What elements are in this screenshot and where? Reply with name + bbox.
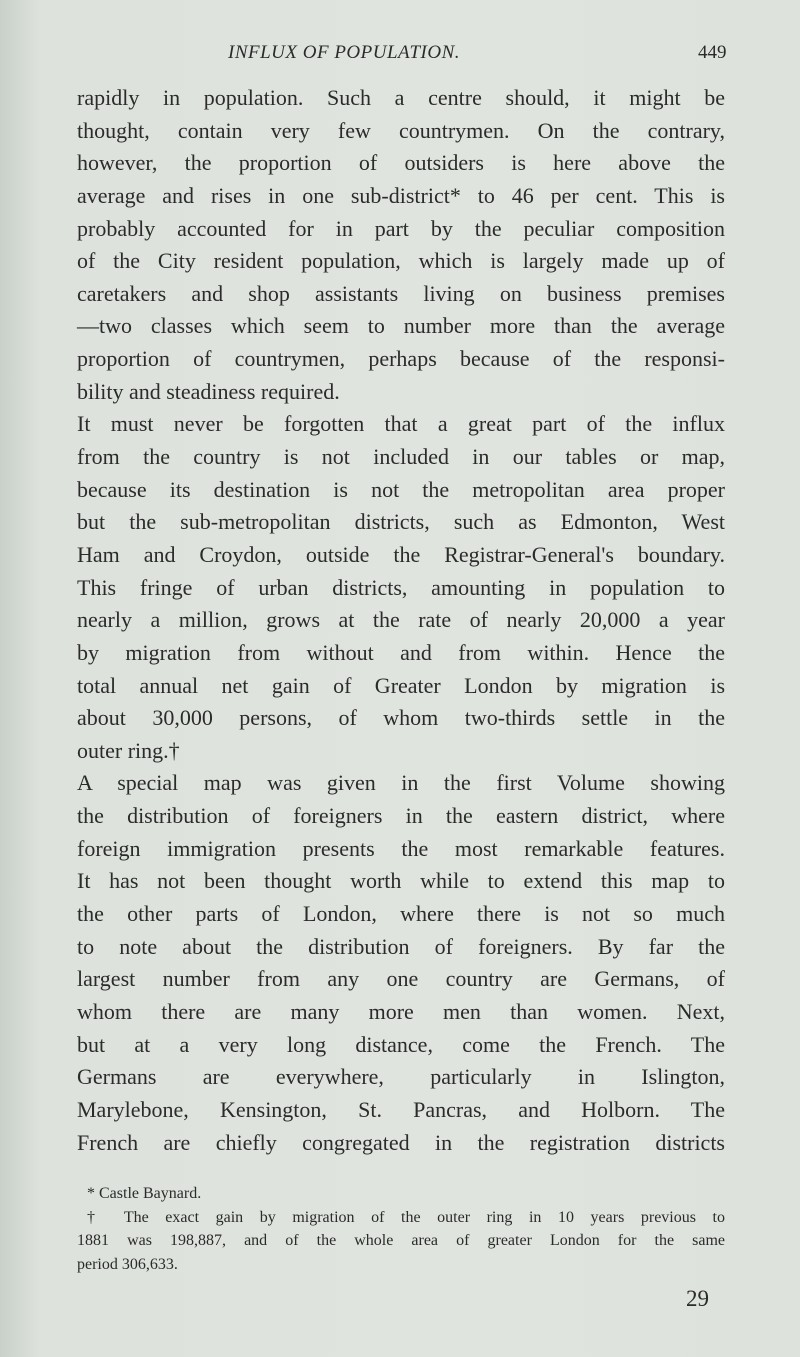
text-line — [77, 82, 725, 115]
page-folio: 449 — [698, 42, 727, 63]
text-line — [77, 376, 725, 409]
text-line — [77, 1094, 725, 1127]
text-line — [77, 670, 725, 703]
footnote-migration-line: 1881 was 198,887, and of the whole area of greater London for the same — [77, 1232, 725, 1249]
text-line — [77, 278, 725, 311]
page-header — [0, 42, 800, 72]
text-line — [77, 147, 725, 180]
text-line — [77, 213, 725, 246]
text-line — [77, 767, 725, 800]
text-line-content: A special map was given in the first Volume showing — [77, 770, 725, 796]
text-line — [77, 408, 725, 441]
text-line-content: foreign immigration presents the most remarkable features. — [77, 835, 725, 861]
running-head: INFLUX OF POPULATION. — [228, 42, 460, 63]
text-line-content: nearly a million, grows at the rate of nearly 20,000 a year — [77, 607, 725, 633]
text-line — [77, 1029, 725, 1062]
text-line — [77, 441, 725, 474]
text-line-content: probably accounted for in part by the peculiar composition — [77, 215, 725, 241]
footnote-migration-line: † The exact gain by migration of the outer ring in 10 years previous to — [87, 1208, 725, 1226]
text-line — [77, 1061, 725, 1094]
text-line-content: thought, contain very few countrymen. On the contrary, — [77, 117, 725, 143]
page-number: 29 — [686, 1286, 709, 1311]
text-line — [77, 310, 725, 343]
text-line — [77, 898, 725, 931]
text-line — [77, 702, 725, 735]
text-line-content: however, the proportion of outsiders is here above the — [77, 150, 725, 176]
text-line — [77, 931, 725, 964]
text-line-content: from the country is not included in our tables or map, — [77, 444, 725, 470]
footnotes — [77, 1182, 725, 1276]
text-line — [77, 115, 725, 148]
text-line — [77, 963, 725, 996]
body-text — [77, 82, 725, 1159]
text-line-content: but the sub-metropolitan districts, such as Edmonton, West — [77, 509, 725, 535]
text-line-content: Marylebone, Kensington, St. Pancras, and Holborn. The — [77, 1096, 725, 1122]
text-line-content: It must never be forgotten that a great part of the influx — [77, 411, 725, 437]
text-line — [77, 1127, 725, 1160]
text-line-content: because its destination is not the metropolitan area proper — [77, 476, 725, 502]
text-line — [77, 865, 725, 898]
text-line — [77, 996, 725, 1029]
text-line-content: but at a very long distance, come the French. The — [77, 1031, 725, 1057]
text-line — [77, 800, 725, 833]
text-line — [77, 474, 725, 507]
text-line-content: to note about the distribution of foreigners. By far the — [77, 933, 725, 959]
text-line-content: rapidly in population. Such a centre should, it might be — [77, 85, 725, 110]
text-line-content: outer ring.† — [77, 737, 180, 763]
text-line — [77, 572, 725, 605]
text-line-content: largest number from any one country are Germans, of — [77, 966, 725, 992]
text-line — [77, 180, 725, 213]
text-line-content: about 30,000 persons, of whom two-thirds settle in the — [77, 705, 725, 731]
text-line-content: the distribution of foreigners in the eastern district, where — [77, 803, 725, 829]
text-line-content: average and rises in one sub-district* to 46 per cent. This is — [77, 182, 725, 208]
text-line-content: It has not been thought worth while to extend this map to — [77, 868, 725, 894]
text-line-content: Ham and Croydon, outside the Registrar-General's boundary. — [77, 541, 725, 567]
footnote-migration-line: period 306,633. — [77, 1255, 178, 1273]
text-line-content: by migration from without and from within. Hence the — [77, 639, 725, 665]
text-line-content: the other parts of London, where there is not so much — [77, 901, 725, 927]
text-line-content: bility and steadiness required. — [77, 378, 340, 404]
footnote-castle-baynard: * Castle Baynard. — [87, 1185, 202, 1202]
text-line — [77, 343, 725, 376]
text-line-content: total annual net gain of Greater London by migration is — [77, 672, 725, 698]
text-line-content: whom there are many more men than women. Next, — [77, 998, 725, 1024]
text-line-content: proportion of countrymen, perhaps because of the responsi- — [77, 346, 725, 372]
text-line-content: caretakers and shop assistants living on business premises — [77, 280, 725, 306]
text-line-content: Germans are everywhere, particularly in Islington, — [77, 1064, 725, 1090]
text-line — [77, 245, 725, 278]
text-line — [77, 735, 725, 768]
text-line-content: of the City resident population, which is largely made up of — [77, 248, 725, 274]
text-line-content: French are chiefly congregated in the registration districts — [77, 1129, 725, 1155]
text-line-content: —two classes which seem to number more than the average — [77, 313, 725, 339]
text-line-content: This fringe of urban districts, amounting in population to — [77, 574, 725, 600]
text-line — [77, 604, 725, 637]
text-line — [77, 539, 725, 572]
text-line — [77, 833, 725, 866]
text-line — [77, 506, 725, 539]
text-line — [77, 637, 725, 670]
